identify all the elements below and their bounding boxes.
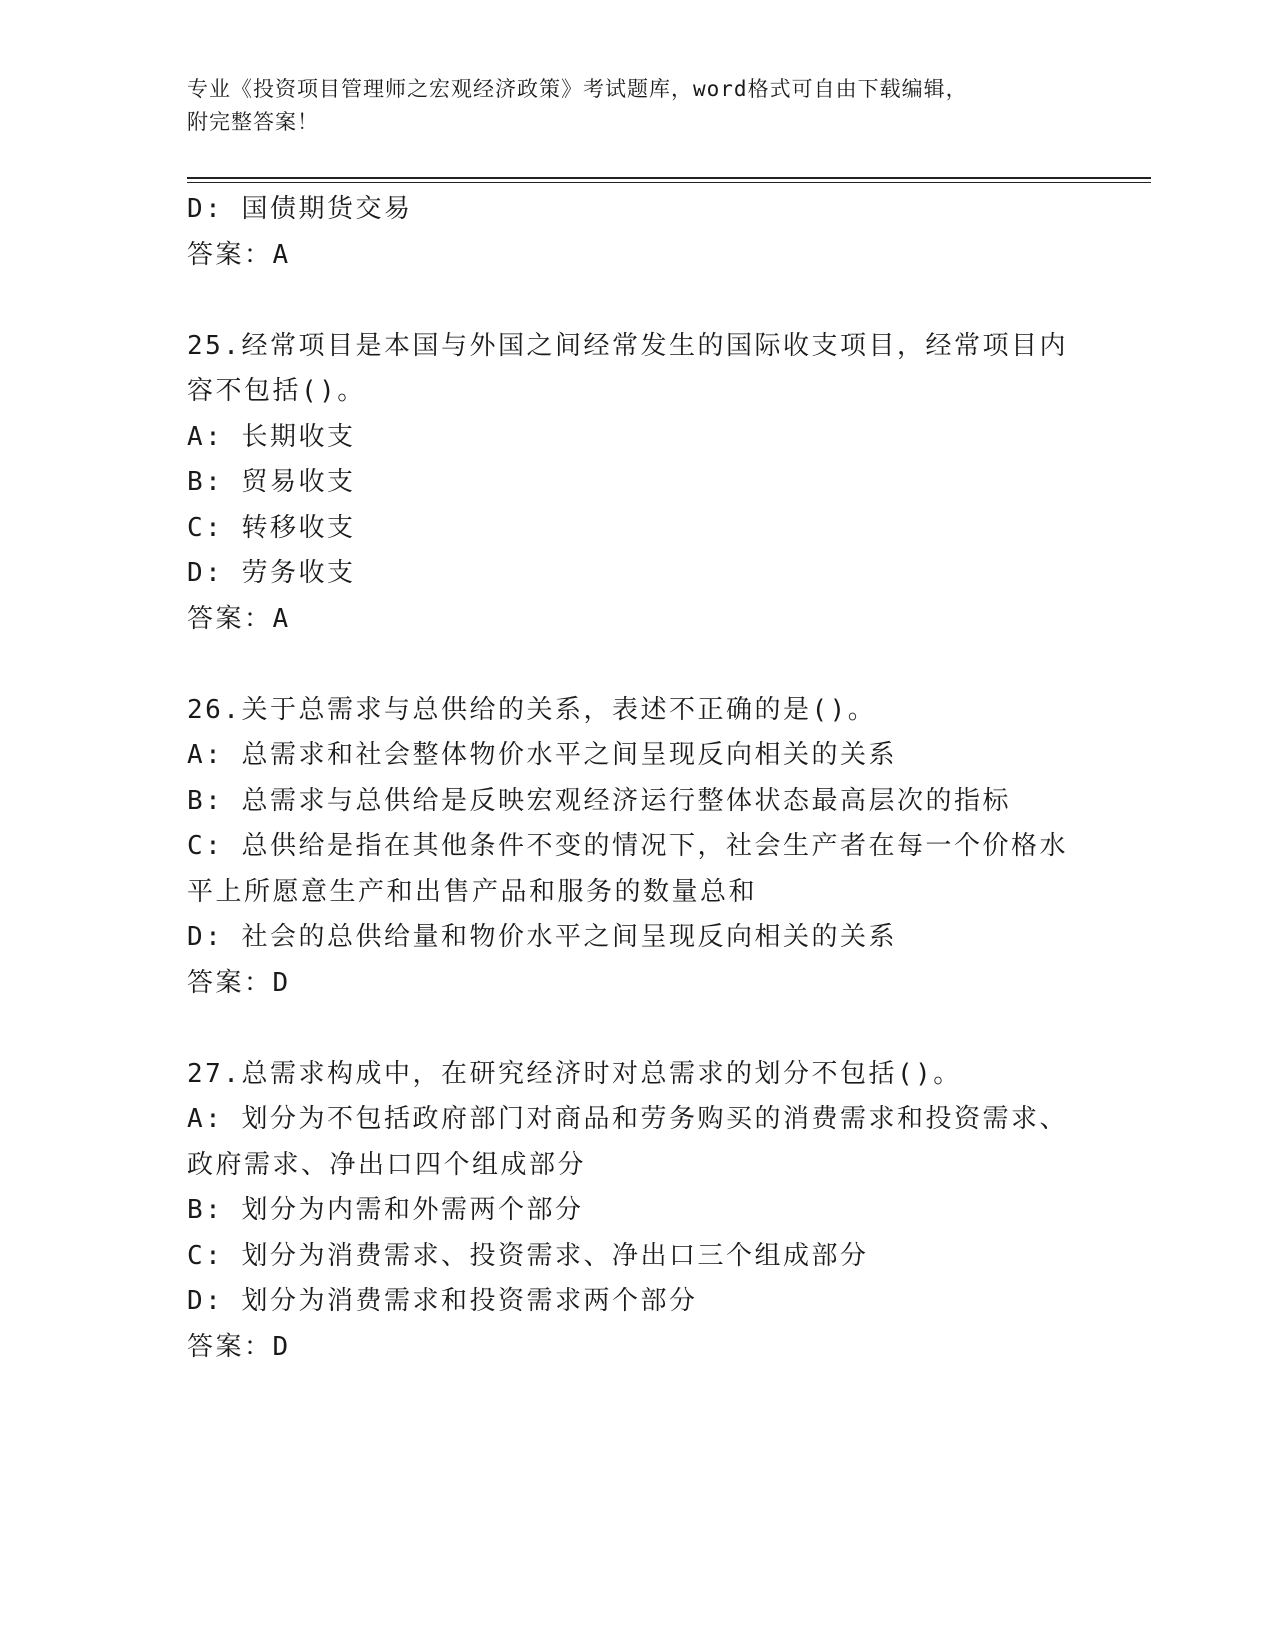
option-b: B: 总需求与总供给是反映宏观经济运行整体状态最高层次的指标	[187, 785, 1011, 816]
option-a: A: 划分为不包括政府部门对商品和劳务购买的消费需求和投资需求、	[187, 1104, 1068, 1134]
spacer	[187, 1006, 1087, 1052]
option-d: D: 劳务收支	[187, 558, 356, 588]
option-c: C: 划分为消费需求、投资需求、净出口三个组成部分	[187, 1240, 869, 1271]
document-header	[187, 73, 1087, 139]
option-c: C: 总供给是指在其他条件不变的情况下，社会生产者在每一个价格水	[187, 831, 1068, 861]
option-b: B: 划分为内需和外需两个部分	[187, 1195, 584, 1225]
header-line-1: 专业《投资项目管理师之宏观经济政策》考试题库，word格式可自由下载编辑，	[187, 77, 968, 101]
prev-option-d: D: 国债期货交易	[187, 194, 413, 224]
header-divider-thin	[187, 182, 1151, 183]
option-b: B: 贸易收支	[187, 467, 356, 497]
option-d: D: 划分为消费需求和投资需求两个部分	[187, 1286, 698, 1316]
question-stem-cont: 容不包括()。	[187, 376, 366, 406]
prev-answer: 答案：A	[187, 239, 291, 270]
question-26	[187, 688, 1087, 1007]
option-a: A: 总需求和社会整体物价水平之间呈现反向相关的关系	[187, 740, 897, 770]
question-stem: 26.关于总需求与总供给的关系，表述不正确的是()。	[187, 694, 877, 725]
spacer	[187, 278, 1087, 324]
option-c-cont: 平上所愿意生产和出售产品和服务的数量总和	[187, 876, 758, 907]
question-25	[187, 324, 1087, 643]
answer: 答案：A	[187, 603, 291, 634]
option-c: C: 转移收支	[187, 512, 356, 543]
header-line-2: 附完整答案！	[187, 110, 319, 134]
header-divider-thick	[187, 177, 1151, 179]
question-27	[187, 1052, 1087, 1371]
question-stem: 27.总需求构成中，在研究经济时对总需求的划分不包括()。	[187, 1058, 962, 1089]
question-list	[187, 187, 1087, 1370]
spacer	[187, 642, 1087, 688]
question-stem: 25.经常项目是本国与外国之间经常发生的国际收支项目，经常项目内	[187, 330, 1068, 361]
option-a-cont: 政府需求、净出口四个组成部分	[187, 1149, 587, 1180]
answer: 答案：D	[187, 967, 291, 998]
option-d: D: 社会的总供给量和物价水平之间呈现反向相关的关系	[187, 922, 897, 952]
answer: 答案：D	[187, 1331, 291, 1362]
option-a: A: 长期收支	[187, 421, 356, 452]
